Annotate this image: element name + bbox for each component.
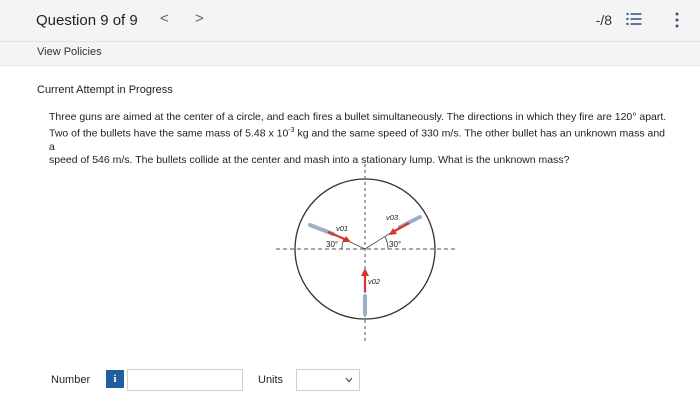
- policies-bar: [0, 42, 700, 66]
- question-line-1: Three guns are aimed at the center of a circle, and each fires a bullet simultaneously. The directions in which they fire are 120° apart.: [49, 111, 667, 123]
- units-dropdown[interactable]: [296, 369, 360, 391]
- angle-label-right: 30°: [389, 240, 402, 249]
- question-header: [0, 0, 700, 42]
- question-text: [49, 111, 669, 167]
- question-line-3: speed of 546 m/s. The bullets collide at the center and mash into a stationary lump. What is the unknown mass?: [49, 154, 570, 167]
- bullet-collision-diagram: [272, 160, 468, 360]
- angle-label-left: 30°: [326, 240, 339, 249]
- question-line-2-a: Two of the bullets have the same mass of 5.48 x 10: [49, 127, 289, 140]
- number-label: Number: [51, 374, 91, 386]
- question-title: Question 9 of 9: [36, 12, 138, 29]
- label-v01: v01: [336, 224, 349, 233]
- more-vertical-icon[interactable]: [674, 11, 680, 29]
- angle-arc-right: [385, 237, 388, 249]
- angle-arc-left: [342, 239, 344, 249]
- next-question-button[interactable]: >: [195, 10, 204, 27]
- previous-question-button[interactable]: <: [160, 10, 169, 27]
- info-icon[interactable]: i: [106, 370, 124, 388]
- score-display: -/8: [595, 12, 612, 28]
- number-input[interactable]: [127, 369, 243, 391]
- question-line-2-b: kg and the same speed of 330 m/s. The other bullet has an unknown mass and a: [49, 127, 665, 153]
- label-v02: v02: [368, 277, 381, 286]
- velocity-arrow-v03: [389, 223, 409, 235]
- view-policies-link[interactable]: View Policies: [37, 46, 102, 58]
- label-v03: v03: [386, 213, 399, 222]
- list-icon[interactable]: [626, 12, 642, 26]
- attempt-status: Current Attempt in Progress: [37, 84, 173, 96]
- units-label: Units: [258, 374, 284, 386]
- question-line-2: [49, 124, 669, 154]
- exponent: -3: [288, 127, 295, 135]
- chevron-down-icon: [345, 377, 353, 383]
